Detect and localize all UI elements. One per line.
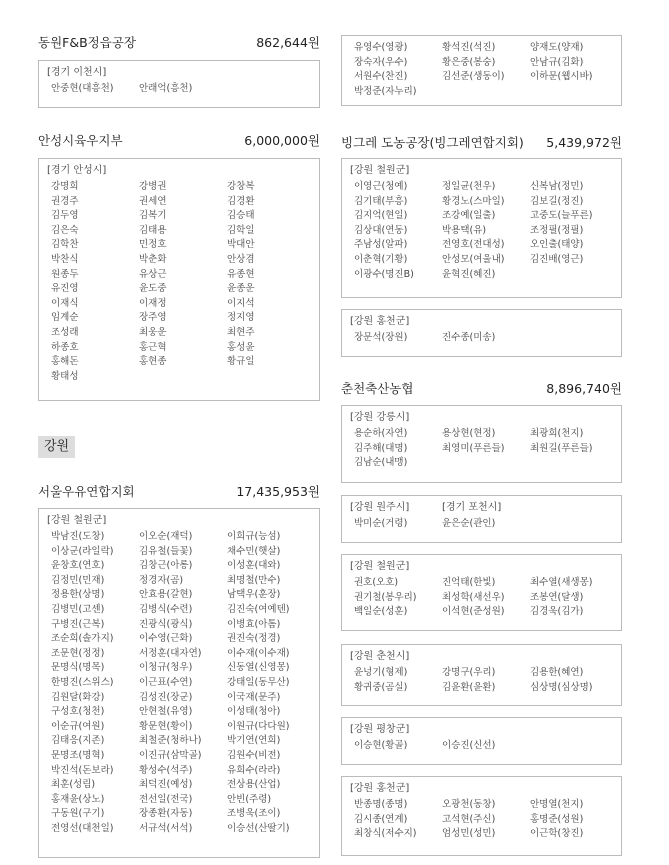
donor-name: 이병효(아톰) (227, 618, 281, 630)
donor-list (350, 41, 613, 99)
donor-name: 안효용(갈현) (139, 589, 193, 601)
donor-name: 안현철(유영) (139, 706, 193, 718)
donor-name: 주남성(알파) (354, 239, 408, 251)
org-name: 동원F&B정읍공장 (38, 35, 136, 50)
donor-name: 안명열(천지) (530, 799, 584, 810)
donor-name: 김원수(비전) (227, 749, 281, 761)
donor-name: 윤종운 (227, 283, 255, 295)
donor-name: 강명희 (51, 181, 79, 192)
donor-name: 윤도중 (139, 283, 167, 295)
donor-box (341, 717, 622, 765)
donor-name: 김병민(고센) (51, 603, 105, 615)
donor-name: 최수열(새생몽) (530, 577, 593, 588)
donor-name: 권호(오호) (354, 577, 399, 588)
donor-name: 반종명(종명) (354, 799, 408, 810)
donor-name: 정경자(곰) (139, 574, 184, 586)
donor-name: 권세연 (139, 195, 167, 207)
donor-name: 안중현(대흥천) (51, 83, 114, 94)
donor-name: 전선일(전국) (139, 793, 193, 805)
donor-name: 김태용 (139, 224, 167, 236)
region-label: [강원 홍천군] (350, 783, 410, 794)
donor-box-continued (341, 35, 622, 106)
donor-name: 신동열(신영몽) (227, 662, 290, 674)
donor-name: 홍근혁 (139, 341, 167, 353)
donor-name: 황규일 (227, 356, 255, 368)
donor-name: 이승진(신선) (442, 740, 496, 751)
donor-box (38, 508, 320, 858)
donor-name: 김두영 (51, 210, 79, 222)
donor-name: 하종호 (51, 341, 79, 353)
donor-name: 진광식(광식) (139, 618, 193, 630)
donor-name: 박미순(거령) (354, 518, 408, 529)
donor-name: 조봉연(달생) (530, 591, 584, 603)
org-header-anseong (38, 131, 320, 149)
region-label: [강원 철원군] (350, 165, 410, 176)
donor-name: 윤은순(관인) (442, 518, 496, 529)
donor-list (350, 798, 613, 842)
org-name: 안성시육우지부 (38, 133, 123, 148)
donor-name: 구성호(청천) (51, 706, 105, 718)
donor-name: 홍현종 (139, 356, 167, 368)
donor-name: 채수민(햇살) (227, 545, 281, 557)
region-label: [경기 안성시] (47, 165, 107, 176)
donor-name: 최원길(푸른들) (530, 442, 593, 454)
donor-name: 강병권 (139, 181, 167, 192)
donor-name: 전영호(전대성) (442, 239, 505, 251)
donor-name: 홍해돈 (51, 356, 79, 368)
donor-name: 김원달(화강) (51, 691, 105, 703)
donor-name: 박진석(돈보라) (51, 764, 114, 776)
donor-name: 최웅운 (139, 326, 167, 338)
donor-box (341, 495, 622, 543)
donor-name: 장문석(장원) (354, 332, 408, 343)
donor-name: 전상용(산업) (227, 779, 281, 791)
donor-name: 박기연(연희) (227, 735, 281, 747)
donor-name: 유상근 (139, 268, 167, 280)
donor-name: 이근표(수연) (139, 676, 193, 688)
donor-name: 진수종(미송) (442, 332, 496, 343)
donor-name: 최덕진(예성) (139, 779, 193, 791)
org-header-dongwon (38, 33, 320, 51)
donor-name: 최영미(푸른들) (442, 442, 505, 454)
donor-name: 이성훈(대와) (227, 560, 281, 572)
donor-name: 원종두 (51, 268, 79, 280)
donor-name: 민정호 (139, 239, 167, 251)
donor-name: 김경환 (227, 195, 255, 207)
donor-name: 황귀중(곰실) (354, 681, 408, 693)
donor-name: 이광수(명진B) (354, 268, 414, 280)
donor-name: 김승태 (227, 210, 255, 222)
donor-name: 황문현(황이) (139, 720, 193, 732)
donor-name: 엄성민(성민) (442, 828, 496, 840)
org-amount: 8,896,740원 (546, 381, 622, 396)
donor-name: 김진배(영근) (530, 253, 584, 265)
org-header-seoul-milk (38, 482, 320, 500)
donor-name: 이석현(준성원) (442, 606, 505, 618)
donor-name: 용상현(현정) (442, 428, 496, 439)
donor-name: 조병욱(조이) (227, 808, 281, 820)
region-label: [강원 평창군] (350, 724, 410, 735)
donor-name: 이청규(청우) (139, 662, 193, 674)
donor-name: 이오순(재덕) (139, 531, 193, 542)
donor-name: 권진숙(정경) (227, 633, 281, 645)
donor-name: 구병진(근복) (51, 618, 105, 630)
donor-name: 조순희(솔가지) (51, 633, 114, 645)
donor-name: 이춘혁(기황) (354, 253, 408, 265)
org-amount: 5,439,972원 (546, 135, 622, 150)
donor-name: 정지영 (227, 312, 255, 324)
donor-name: 이근학(창진) (530, 828, 584, 840)
donor-name: 윤창호(연호) (51, 560, 105, 572)
org-name: 춘천축산농협 (341, 381, 414, 396)
donor-name: 강태일(동무산) (227, 676, 290, 688)
donor-name: 김보길(정진) (530, 195, 584, 207)
donor-name: 안성모(여울내) (442, 253, 505, 265)
region-label: [강원 홍천군] (350, 316, 410, 327)
donor-name: 홍재윤(상노) (51, 793, 105, 805)
donor-name: 박춘화 (139, 253, 167, 265)
donor-list (350, 331, 613, 346)
donor-name: 안래억(흥천) (139, 83, 193, 94)
donor-name: 최훈(성림) (51, 779, 96, 791)
donor-name: 이원규(다다원) (227, 720, 290, 732)
donor-name: 김창근(아롱) (139, 560, 193, 572)
donor-name: 전영선(대천일) (51, 822, 114, 834)
donor-name: 김용한(혜연) (530, 667, 584, 678)
donor-box (341, 405, 622, 483)
donor-name: 이승현(황골) (354, 740, 408, 751)
donor-name: 정일균(천우) (442, 181, 496, 192)
donor-name: 홍성윤 (227, 341, 255, 353)
region-label: [강원 철원군] (350, 561, 410, 572)
donor-name: 김윤환(윤환) (442, 681, 496, 693)
donor-list (350, 427, 613, 471)
donor-name: 김유철(들꽃) (139, 545, 193, 557)
donor-name: 서규석(서석) (139, 822, 193, 834)
donor-name: 백일순(성훈) (354, 606, 408, 618)
donor-name: 문명식(명목) (51, 662, 105, 674)
donor-name: 장종환(자동) (139, 808, 193, 820)
donor-name: 김병식(수련) (139, 603, 193, 615)
donor-name: 오인출(태양) (530, 239, 584, 251)
donor-name: 이순규(여원) (51, 720, 105, 732)
donor-name: 이하문(웹시바) (530, 71, 593, 83)
donor-name: 이진규(삼막골) (139, 749, 202, 761)
donor-name: 황은중(봉숭) (442, 56, 496, 68)
donor-box (341, 554, 622, 631)
donor-name: 정용한(상명) (51, 589, 105, 601)
donor-name: 박용택(유) (442, 224, 487, 236)
donor-name: 유진영 (51, 283, 79, 295)
donor-name: 구동원(구기) (51, 808, 105, 820)
donor-list (350, 517, 613, 532)
donor-name: 최광희(천지) (530, 428, 584, 439)
donor-name: 오광천(동창) (442, 799, 496, 810)
org-name: 빙그레 도농공장(빙그레연합지회) (341, 135, 524, 150)
donor-name: 한명진(스위스) (51, 676, 114, 688)
donor-name: 김지억(현일) (354, 210, 408, 222)
donor-name: 박대안 (227, 239, 255, 251)
donor-name: 김정민(민재) (51, 574, 105, 586)
donor-name: 홍명준(성원) (530, 813, 584, 825)
donor-name: 권경주 (51, 195, 79, 207)
donor-name: 김은숙 (51, 224, 79, 236)
donor-box (341, 309, 622, 357)
donor-name: 윤혁진(혜진) (442, 268, 496, 280)
donor-box (341, 158, 622, 298)
region-label: [경기 포천시] (442, 502, 502, 513)
org-amount: 6,000,000원 (244, 133, 320, 148)
donor-name: 장숙자(우수) (354, 56, 408, 68)
donor-name: 임계순 (51, 312, 79, 324)
donor-name: 최창식(저수지) (354, 828, 417, 840)
donor-name: 안남규(김화) (530, 56, 584, 68)
donor-box (38, 158, 320, 401)
donor-name: 최성학(새선우) (442, 591, 505, 603)
donor-list (350, 739, 613, 754)
donor-name: 김진숙(여예텐) (227, 603, 290, 615)
donor-name: 이수재(이수재) (227, 647, 290, 659)
donor-name: 강창복 (227, 181, 255, 192)
donor-name: 용순하(자연) (354, 428, 408, 439)
donor-name: 신복남(정민) (530, 181, 584, 192)
donor-name: 유종현 (227, 268, 255, 280)
donor-name: 황성수(석주) (139, 764, 193, 776)
donor-name: 이지석 (227, 297, 255, 309)
donor-name: 남택우(훈장) (227, 589, 281, 601)
donor-name: 조강예(일출) (442, 210, 496, 222)
donor-name: 최명철(만수) (227, 574, 281, 586)
region-label: [강원 원주시] (350, 502, 410, 513)
org-name: 서울우유연합지회 (38, 484, 135, 499)
org-amount: 17,435,953원 (236, 484, 320, 499)
donor-name: 김태응(지존) (51, 735, 105, 747)
donor-name: 안상겸 (227, 253, 255, 265)
donor-name: 김상대(연동) (354, 224, 408, 236)
region-label: [강원 춘천시] (350, 651, 410, 662)
donor-list (47, 82, 311, 97)
donor-name: 김기태(부흥) (354, 195, 408, 207)
donor-name: 황경노(스마일) (442, 195, 505, 207)
donor-name: 김남순(내맹) (354, 457, 408, 469)
donor-name: 김선준(생동이) (442, 71, 505, 83)
donor-name: 유영수(영광) (354, 42, 408, 53)
org-header-chuncheon (341, 379, 622, 397)
donor-name: 황석진(석진) (442, 42, 496, 53)
donor-name: 이수영(근화) (139, 633, 193, 645)
donor-name: 김성진(장군) (139, 691, 193, 703)
donor-name: 문명조(명혁) (51, 749, 105, 761)
donor-box (38, 60, 320, 108)
donor-name: 이승선(산딸기) (227, 822, 290, 834)
donor-name: 김복기 (139, 210, 167, 222)
donor-name: 김주해(대명) (354, 442, 408, 454)
donor-name: 조문현(정정) (51, 647, 105, 659)
org-amount: 862,644원 (256, 35, 320, 50)
donor-name: 서원수(찬진) (354, 71, 408, 83)
donor-name: 윤넝기(형제) (354, 667, 408, 678)
donor-name: 조성래 (51, 326, 79, 338)
donor-name: 조정필(정필) (530, 224, 584, 236)
donor-name: 이영근(청예) (354, 181, 408, 192)
region-label: [강원 철원군] (47, 515, 107, 526)
donor-name: 김학일 (227, 224, 255, 236)
region-label: [강원 강릉시] (350, 412, 410, 423)
donor-name: 고석현(주신) (442, 813, 496, 825)
donor-name: 최현주 (227, 326, 255, 338)
donor-name: 이국재(문주) (227, 691, 281, 703)
donor-name: 이재식 (51, 297, 79, 309)
donor-name: 강명구(우리) (442, 667, 496, 678)
donor-name: 김시종(연계) (354, 813, 408, 825)
donor-list (47, 530, 311, 836)
donor-name: 양재도(양재) (530, 42, 584, 53)
donor-name: 박정준(자누리) (354, 85, 417, 97)
donor-name: 최철준(청하나) (139, 735, 202, 747)
donor-name: 이성태(청아) (227, 706, 281, 718)
org-header-binggrae (341, 133, 622, 151)
donor-name: 서정훈(대자연) (139, 647, 202, 659)
donor-name: 심상명(심상명) (530, 681, 593, 693)
donor-name: 안빈(주령) (227, 793, 272, 805)
donor-list (350, 576, 613, 620)
donor-name: 고중도(늘푸른) (530, 210, 593, 222)
donor-name: 유희수(라라) (227, 764, 281, 776)
donor-list (47, 180, 311, 384)
donor-name: 진억태(한빛) (442, 577, 496, 588)
donor-name: 이희규(능섬) (227, 531, 281, 542)
donor-name: 권기철(봉우리) (354, 591, 417, 603)
donor-box (341, 644, 622, 706)
donor-name: 황태성 (51, 370, 79, 382)
donor-name: 김경욱(김가) (530, 606, 584, 618)
section-label-gangwon: 강원 (38, 436, 75, 458)
donor-name: 장주영 (139, 312, 167, 324)
donor-list (350, 666, 613, 695)
donor-name: 이재정 (139, 297, 167, 309)
donor-name: 김학찬 (51, 239, 79, 251)
donor-name: 이상군(라일락) (51, 545, 114, 557)
donor-name: 박남진(도창) (51, 531, 105, 542)
region-label: [경기 이천시] (47, 67, 107, 78)
donor-box (341, 776, 622, 856)
donor-name: 박찬식 (51, 253, 79, 265)
donor-list (350, 180, 613, 282)
